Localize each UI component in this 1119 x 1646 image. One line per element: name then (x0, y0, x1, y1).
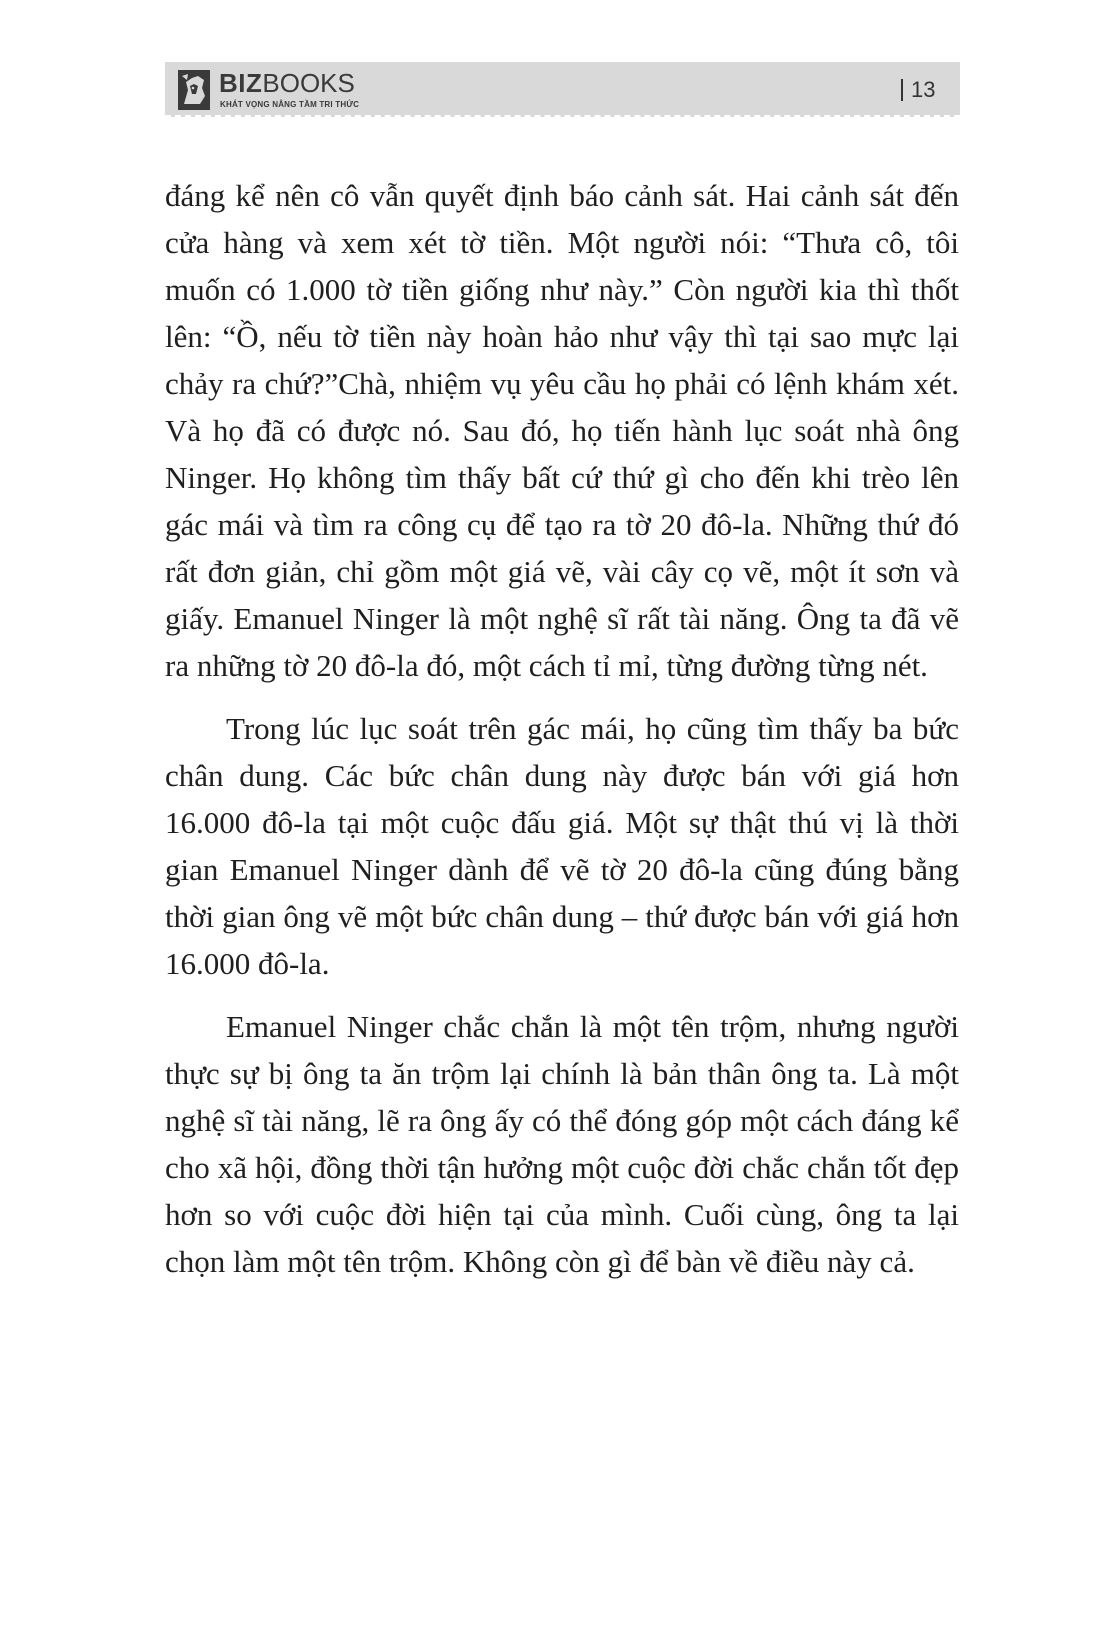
page-number: 13 (911, 77, 936, 102)
page-body (165, 172, 959, 1301)
bizbooks-lion-logo-icon (178, 70, 210, 110)
brand-tagline: KHÁT VỌNG NÂNG TẦM TRI THỨC (220, 100, 360, 109)
page-number-divider (901, 79, 903, 101)
brand-light: BOOKS (262, 68, 355, 98)
page-header (165, 62, 960, 117)
paragraph-1: đáng kể nên cô vẫn quyết định báo cảnh sát. Hai cảnh sát đến cửa hàng và xem xét tờ tiền. Một người nói: “Thưa cô, tôi muốn có 1.000 tờ tiền giống như này.” Còn người kia thì thốt lên: “Ồ, nếu tờ tiền này hoàn hảo như vậy thì tại sao mực lại chảy ra chứ?”Chà, nhiệm vụ yêu cầu họ phải có lệnh khám xét. Và họ đã có được nó. Sau đó, họ tiến hành lục soát nhà ông Ninger. Họ không tìm thấy bất cứ thứ gì cho đến khi trèo lên gác mái và tìm ra công cụ để tạo ra tờ 20 đô-la. Những thứ đó rất đơn giản, chỉ gồm một giá vẽ, vài cây cọ vẽ, một ít sơn và giấy. Emanuel Ninger là một nghệ sĩ rất tài năng. Ông ta đã vẽ ra những tờ 20 đô-la đó, một cách tỉ mỉ, từng đường từng nét. (165, 178, 959, 683)
brand-bold: BIZ (219, 68, 263, 98)
brand-logo-text (219, 69, 355, 97)
paragraph-3: Emanuel Ninger chắc chắn là một tên trộm, nhưng người thực sự bị ông ta ăn trộm lại chính là bản thân ông ta. Là một nghệ sĩ tài năng, lẽ ra ông ấy có thể đóng góp một cách đáng kể cho xã hội, đồng thời tận hưởng một cuộc đời chắc chắn tốt đẹp hơn so với cuộc đời hiện tại của mình. Cuối cùng, ông ta lại chọn làm một tên trộm. Không còn gì để bàn về điều này cả. (165, 1009, 959, 1279)
paragraph-2: Trong lúc lục soát trên gác mái, họ cũng tìm thấy ba bức chân dung. Các bức chân dung này được bán với giá hơn 16.000 đô-la tại một cuộc đấu giá. Một sự thật thú vị là thời gian Emanuel Ninger dành để vẽ tờ 20 đô-la cũng đúng bằng thời gian ông vẽ một bức chân dung – thứ được bán với giá hơn 16.000 đô-la. (165, 711, 959, 981)
